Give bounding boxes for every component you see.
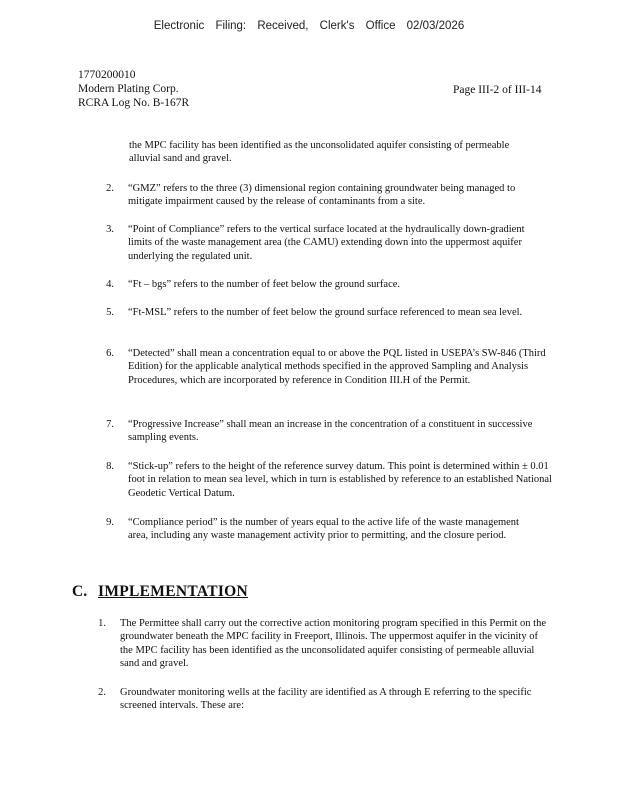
- definition-number: 2.: [106, 183, 114, 194]
- document-id: 1770200010: [78, 69, 136, 81]
- definition-number: 4.: [106, 279, 114, 290]
- definition-number: 9.: [106, 517, 114, 528]
- section-letter: C.: [72, 583, 88, 600]
- implementation-item-number: 2.: [98, 687, 106, 698]
- definition-text: “Compliance period” is the number of years equal to the active life of the waste management area, including any waste management activity prior to permitting, and the closure period.: [128, 517, 519, 542]
- continuation-paragraph: the MPC facility has been identified as the unconsolidated aquifer consisting of permeable alluvial sand and gravel.: [129, 140, 510, 165]
- definition-text: “Progressive Increase” shall mean an increase in the concentration of a constituent in successive sampling events.: [128, 419, 533, 444]
- definition-text: “Ft-MSL” refers to the number of feet below the ground surface referenced to mean sea level.: [128, 307, 523, 318]
- definition-number: 3.: [106, 224, 114, 235]
- definition-text: “Ft – bgs” refers to the number of feet below the ground surface.: [128, 279, 401, 290]
- log-number: RCRA Log No. B-167R: [78, 97, 190, 109]
- definition-text: “Stick-up” refers to the height of the reference survey datum. This point is determined within ± 0.01 foot in relation to mean sea level, which in turn is established by reference to an established National Geodetic Vertical Datum.: [128, 461, 552, 499]
- definition-text: “GMZ” refers to the three (3) dimensional region containing groundwater being managed to mitigate impairment caused by the release of contaminants from a site.: [128, 183, 516, 208]
- section-title: IMPLEMENTATION: [98, 583, 249, 600]
- implementation-item-number: 1.: [98, 618, 106, 629]
- definition-text: “Detected” shall mean a concentration equal to or above the PQL listed in USEPA’s SW-846 (Third Edition) for the applicable analytical methods specified in the approved Sampling and Analysis Procedures, which are incorporated by reference in Condition III.H of the Permit.: [128, 348, 546, 386]
- implementation-item-text: The Permittee shall carry out the corrective action monitoring program specified in this Permit on the groundwater beneath the MPC facility in Freeport, Illinois. The uppermost aquifer in the vicinity of the MPC facility has been identified as the unconsolidated aquifer consisting of permeable alluvial sand and gravel.: [120, 618, 546, 670]
- document-header: [78, 68, 189, 110]
- company-name: Modern Plating Corp.: [78, 83, 179, 95]
- definition-number: 5.: [106, 307, 114, 318]
- definition-number: 8.: [106, 461, 114, 472]
- definition-number: 6.: [106, 348, 114, 359]
- page-number: Page III-2 of III-14: [453, 84, 542, 96]
- definition-text: “Point of Compliance” refers to the vertical surface located at the hydraulically down-gradient limits of the waste management area (the CAMU) extending down into the uppermost aquifer underlying the regulated unit.: [128, 224, 525, 262]
- implementation-item-text: Groundwater monitoring wells at the facility are identified as A through E referring to the specific screened intervals. These are:: [120, 687, 532, 712]
- electronic-filing-stamp: Electronic Filing: Received, Clerk's Office 02/03/2026: [153, 20, 465, 32]
- definition-number: 7.: [106, 419, 114, 430]
